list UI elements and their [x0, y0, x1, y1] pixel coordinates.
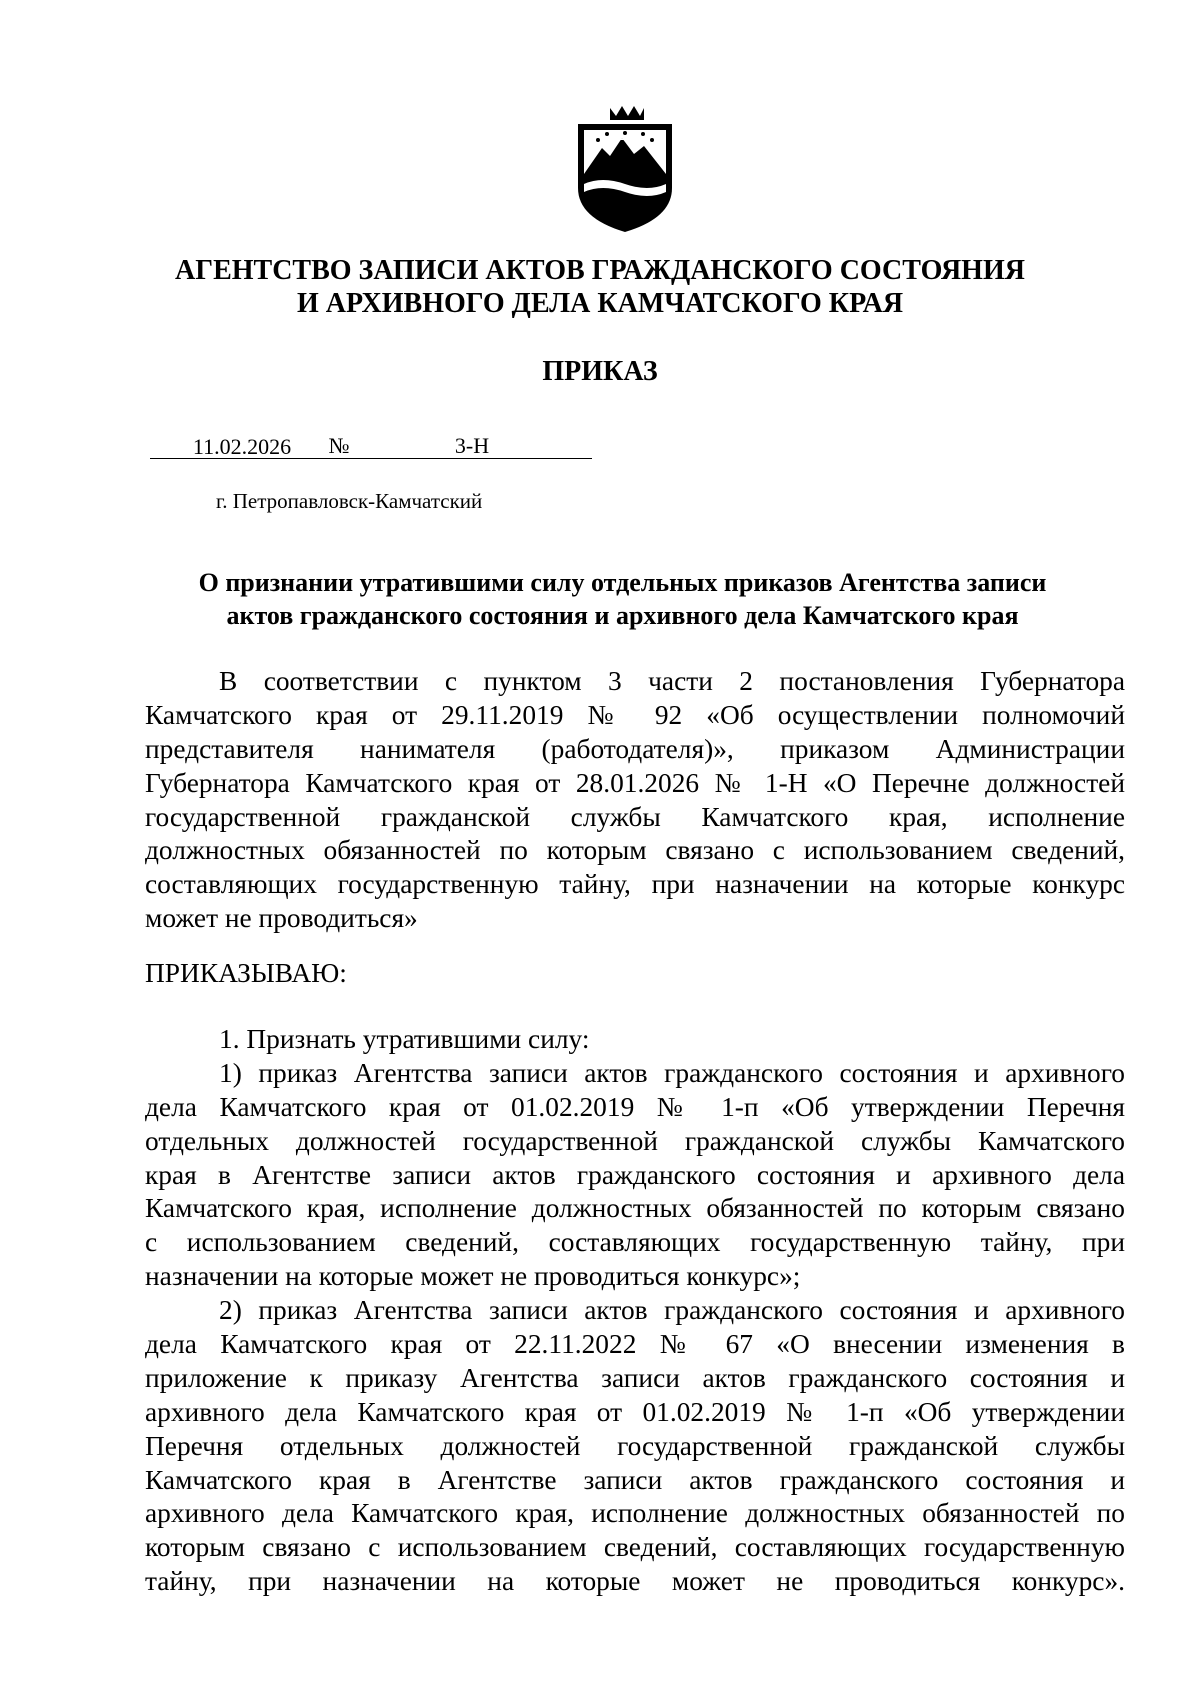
item-line: 2) приказ Агентства записи актов гражданского состояния и архивного: [219, 1295, 1125, 1326]
item-line: Камчатского края в Агентстве записи актов гражданского состояния и: [145, 1464, 1125, 1495]
number-sign: №: [326, 433, 352, 459]
item-line: отдельных должностей государственной гражданской службы Камчатского: [145, 1125, 1125, 1156]
item-line: Перечня отдельных должностей государственной гражданской службы: [145, 1430, 1125, 1461]
item-line: тайну, при назначении на которые может не проводиться конкурс».: [145, 1566, 1125, 1597]
preamble-line: составляющих государственную тайну, при назначении на которые конкурс: [145, 869, 1125, 900]
item-line: приложение к приказу Агентства записи актов гражданского состояния и: [145, 1362, 1125, 1393]
order-date: 11.02.2026: [150, 434, 326, 459]
item-line: края в Агентстве записи актов гражданского состояния и архивного дела: [145, 1159, 1125, 1190]
item-line: назначении на которые может не проводиться конкурс»;: [145, 1261, 801, 1292]
preamble: [145, 665, 1125, 936]
item-line: 1. Признать утратившими силу:: [219, 1024, 590, 1054]
item-line: Камчатского края, исполнение должностных обязанностей по которым связано: [145, 1193, 1125, 1224]
preamble-line: может не проводиться»: [145, 903, 418, 934]
agency-name-line-2: И АРХИВНОГО ДЕЛА КАМЧАТСКОГО КРАЯ: [296, 288, 904, 319]
preamble-line: Камчатского края от 29.11.2019 № 92 «Об осуществлении полномочий: [145, 699, 1125, 730]
kamchatka-coat-of-arms-icon: [572, 104, 678, 234]
preamble-line: должностных обязанностей по которым связано с использованием сведений,: [145, 835, 1125, 866]
preamble-line: государственной гражданской службы Камчатского края, исполнение: [145, 801, 1125, 832]
item-line: 1) приказ Агентства записи актов гражданского состояния и архивного: [219, 1057, 1125, 1088]
order-items: [145, 1023, 1125, 1599]
item-line: которым связано с использованием сведений, составляющих государственную: [145, 1532, 1125, 1563]
agency-name-line-1: АГЕНТСТВО ЗАПИСИ АКТОВ ГРАЖДАНСКОГО СОСТОЯНИЯ: [175, 255, 1025, 286]
agency-name: [0, 254, 1200, 320]
item-line: с использованием сведений, составляющих государственную тайну, при: [145, 1227, 1125, 1258]
item-line: архивного дела Камчатского края от 01.02.2019 № 1-п «Об утверждении: [145, 1396, 1125, 1427]
document-type: ПРИКАЗ: [542, 356, 658, 387]
subject-line-1: О признании утратившими силу отдельных приказов Агентства записи: [198, 568, 1047, 597]
preamble-line: В соответствии с пунктом 3 части 2 постановления Губернатора: [219, 666, 1125, 696]
item-line: дела Камчатского края от 01.02.2019 № 1-п «Об утверждении Перечня: [145, 1091, 1125, 1122]
preamble-line: представителя нанимателя (работодателя)», приказом Администрации: [145, 733, 1125, 764]
document-subject: [145, 566, 1100, 632]
city: г. Петропавловск-Камчатский: [216, 489, 483, 513]
order-word: ПРИКАЗЫВАЮ:: [145, 958, 347, 988]
item-line: дела Камчатского края от 22.11.2022 № 67 «О внесении изменения в: [145, 1329, 1125, 1360]
item-line: архивного дела Камчатского края, исполнение должностных обязанностей по: [145, 1498, 1125, 1529]
subject-line-2: актов гражданского состояния и архивного дела Камчатского края: [226, 601, 1019, 630]
order-number: 3-Н: [352, 433, 592, 459]
preamble-line: Губернатора Камчатского края от 28.01.2026 № 1-Н «О Перечне должностей: [145, 767, 1125, 798]
date-number-line: [150, 433, 592, 459]
